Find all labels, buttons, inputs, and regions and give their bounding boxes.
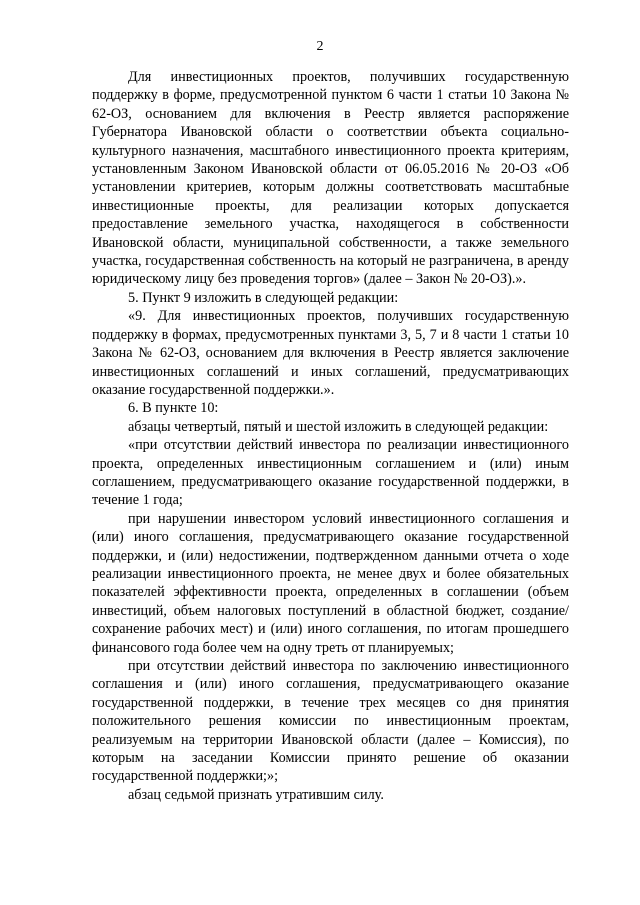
paragraph-absence-of-actions: «при отсутствии действий инвестора по реализации инвестиционного проекта, определенных инвестиционным соглашением и (или) иным соглашением, предусматривающего оказание государственной поддержки, в течение 1 года; [92,437,569,509]
paragraph-item-5-heading: 5. Пункт 9 изложить в следующей редакции: [128,289,399,306]
paragraph-registry-basis-item-6: Для инвестиционных проектов, получивших государственную поддержку в форме, предусмотренной пунктом 6 части 1 статьи 10 Закона № 62-ОЗ, основанием для включения в Реестр является распоряжение Губернатора Ивановской области о соответствии объекта социально-культурного назначения, масштабного инвестиционного проекта критериям, установленным Законом Ивановской области от 06.05.2016 № 20-ОЗ «Об установлении критериев, которым должны соответствовать масштабные инвестиционные проекты, для реализации которых допускается предоставление земельного участка, находящегося в собственности Ивановской области, муниципальной собственности, а также земельного участка, государственная собственность на который не разграничена, в аренду юридическому лицу без проведения торгов» (далее – Закон № 20-ОЗ).». [92,69,569,288]
paragraph-abzatsy-intro: абзацы четвертый, пятый и шестой изложить в следующей редакции: [128,418,549,435]
page-number: 2 [316,39,324,54]
paragraph-item-9-text: «9. Для инвестиционных проектов, получивших государственную поддержку в формах, предусмотренных пунктами 3, 5, 7 и 8 части 1 статьи 10 Закона № 62-ОЗ, основанием для включения в Реестр является заключение инвестиционных соглашений и иных соглашений, предусматривающих оказание государственной поддержки.». [92,308,569,398]
paragraph-item-6-heading: 6. В пункте 10: [128,400,219,417]
document-body [92,68,569,804]
paragraph-violation-of-terms: при нарушении инвестором условий инвестиционного соглашения и (или) иного соглашения, предусматривающего оказание государственной поддержки, и (или) недостижении, подтвержденном данными отчета о ходе реализации инвестиционного проекта, не менее двух и более обязательных показателей эффективности проекта, определенных в соглашении (объем инвестиций, объем налоговых поступлений в областной бюджет, создание/сохранение рабочих мест) и (или) иного соглашения, по итогам прошедшего финансового года более чем на одну треть от планируемых; [92,510,569,656]
paragraph-seventh-invalid: абзац седьмой признать утратившим силу. [128,786,384,803]
paragraph-no-agreement-concluded: при отсутствии действий инвестора по заключению инвестиционного соглашения и (или) иного соглашения, предусматривающего оказание государственной поддержки, в течение трех месяцев со дня принятия положительного решения комиссии по инвестиционным проектам, реализуемым на территории Ивановской области (далее – Комиссия), по которым на заседании Комиссии принято решение об оказании государственной поддержки;»; [92,658,569,785]
